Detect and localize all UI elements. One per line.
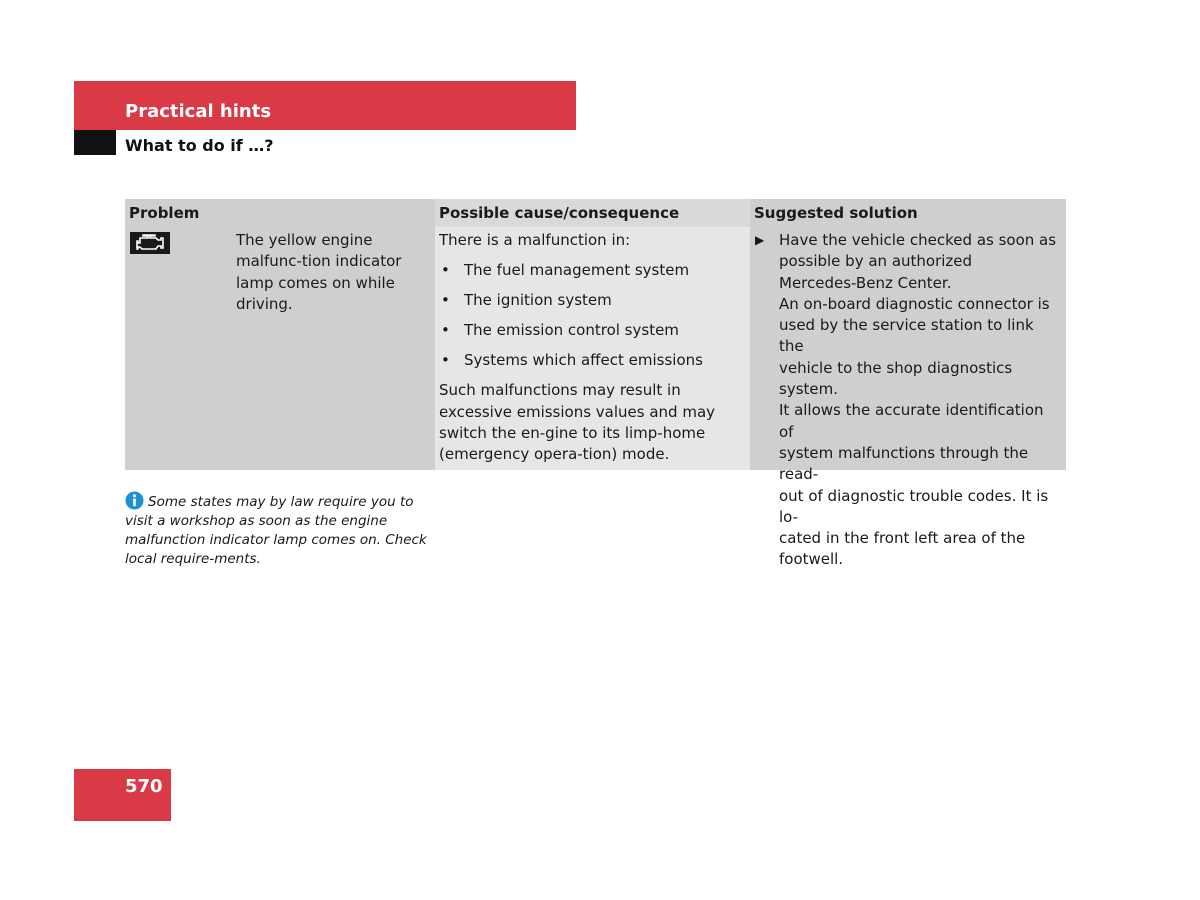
solution-line: possible by an authorized [779, 252, 973, 271]
column-header-problem: Problem [125, 199, 435, 227]
info-note [125, 491, 435, 569]
solution-line: It allows the accurate identification of [779, 401, 1044, 441]
solution-line: cated in the front left area of the [779, 529, 1026, 548]
column-header-cause: Possible cause/consequence [435, 199, 750, 227]
solution-line: Mercedes-Benz Center. [779, 273, 952, 292]
solution-line: footwell. [779, 550, 844, 569]
subheader-marker [74, 130, 116, 155]
cause-outro: Such malfunctions may result in excessive emissions values and may switch the en-gine to its limp-home (emergency opera-tion) mode. [439, 381, 716, 464]
solution-line: used by the service station to link the [779, 316, 1034, 356]
solution-item [754, 230, 1062, 571]
solution-line: out of diagnostic trouble codes. It is lo- [779, 486, 1049, 526]
page-number: 570 [125, 776, 163, 797]
solution-cell [750, 227, 1066, 569]
info-note-text: Some states may by law require you to visit a workshop as soon as the engine malfunction indicator lamp comes on. Check local require-ments. [125, 494, 427, 567]
subsection-title: What to do if …? [125, 136, 274, 155]
info-icon [125, 491, 144, 510]
problem-description: The yellow engine malfunc-tion indicator lamp comes on while driving. [236, 231, 402, 313]
solution-line: Have the vehicle checked as soon as [779, 231, 1057, 249]
engine-malfunction-icon [130, 232, 170, 254]
column-header-solution: Suggested solution [750, 199, 1066, 227]
solution-line: An on-board diagnostic connector is [779, 294, 1050, 313]
cause-bullet: • The emission control system [439, 320, 746, 341]
cause-bullet: • The fuel management system [439, 260, 746, 281]
solution-line: system malfunctions through the read- [779, 443, 1029, 484]
arrow-right-icon: ▶ [755, 233, 765, 247]
cause-bullet: • The ignition system [439, 290, 746, 311]
cause-intro: There is a malfunction in: [439, 231, 631, 249]
cause-bullet: • Systems which affect emissions [439, 350, 746, 371]
section-title: Practical hints [125, 101, 272, 122]
solution-line: vehicle to the shop diagnostics system. [779, 358, 1013, 399]
problem-cell [125, 227, 435, 470]
cause-cell [435, 227, 750, 470]
